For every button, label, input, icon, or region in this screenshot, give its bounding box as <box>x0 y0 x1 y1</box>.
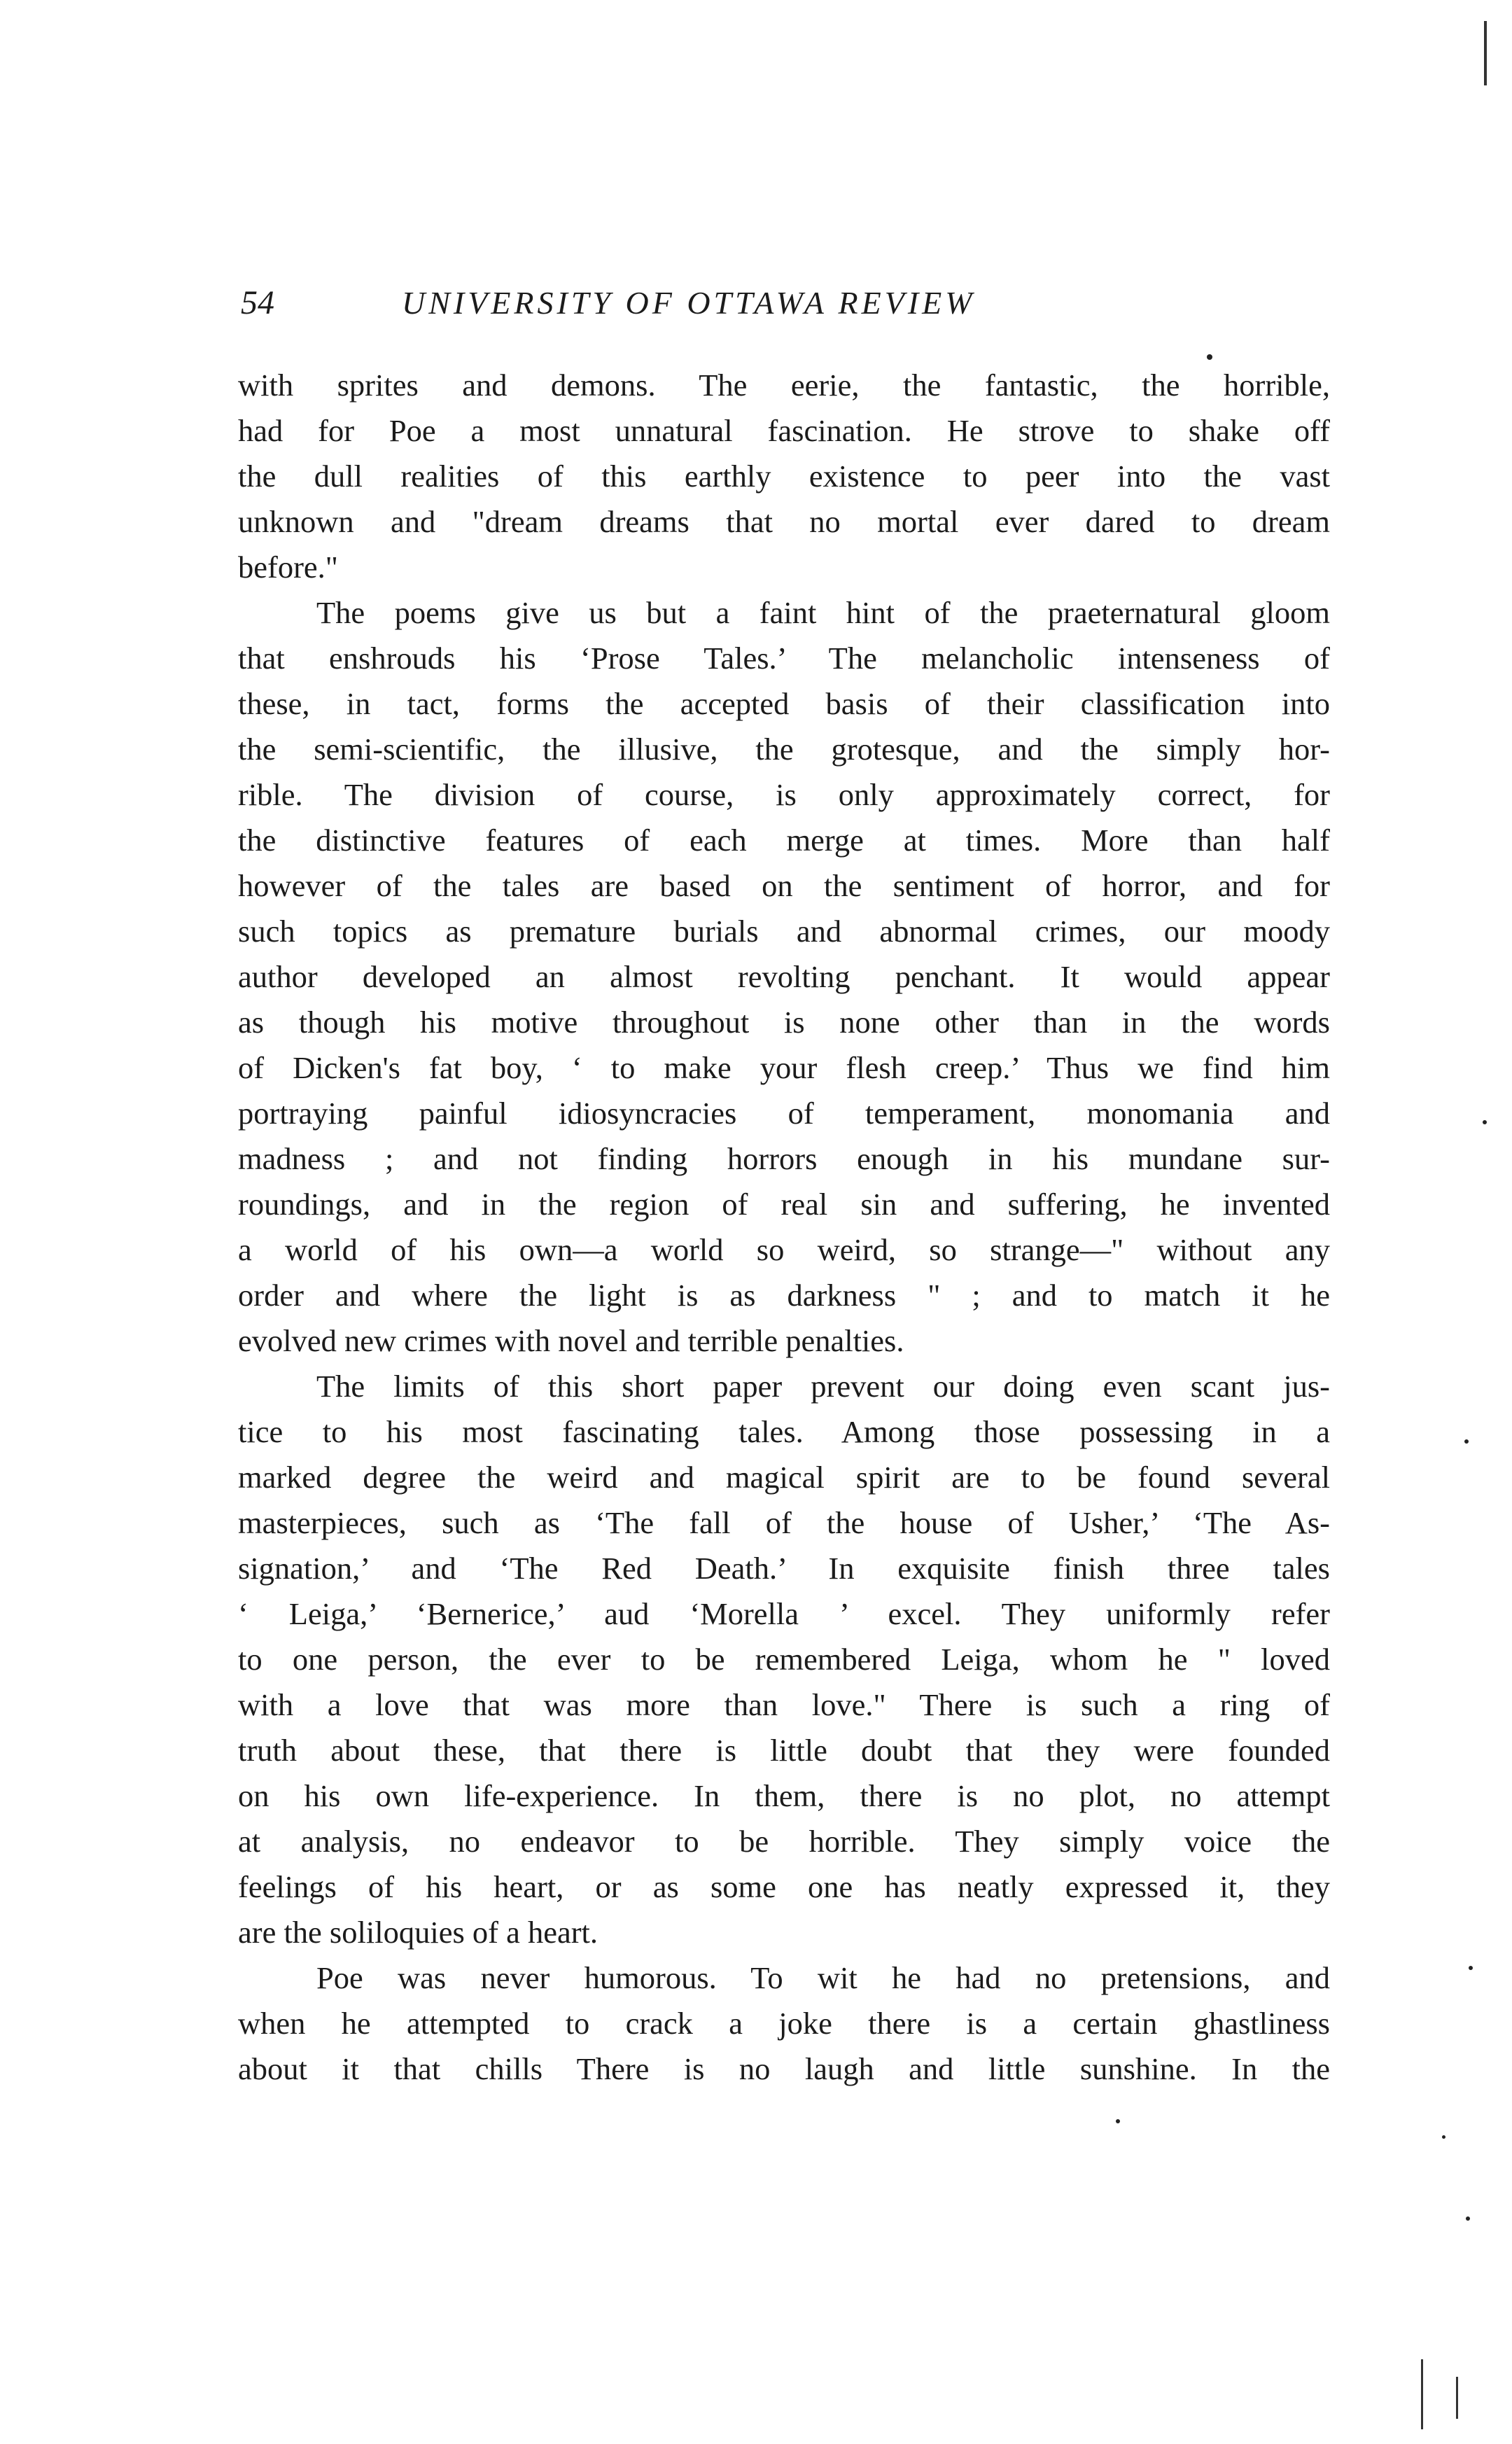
scan-speck <box>1483 1120 1487 1124</box>
text-line: evolved new crimes with novel and terrible penalties. <box>238 1323 904 1358</box>
text-line: with a love that was more than love." There is such a ring of <box>238 1687 1330 1722</box>
text-line: with sprites and demons. The eerie, the fantastic, the horrible, <box>238 368 1330 403</box>
scan-edge-mark <box>1484 21 1487 85</box>
scan-speck <box>1116 2119 1120 2123</box>
text-line: as though his motive throughout is none other than in the words <box>238 1005 1330 1040</box>
scan-speck <box>1464 1439 1469 1444</box>
text-line: madness ; and not finding horrors enough in his mundane sur- <box>238 1141 1330 1176</box>
article-body <box>238 363 1330 2092</box>
text-line: author developed an almost revolting penchant. It would appear <box>238 959 1330 994</box>
text-line: to one person, the ever to be remembered Leiga, whom he " loved <box>238 1642 1330 1677</box>
text-line: the dull realities of this earthly existence to peer into the vast <box>238 459 1330 494</box>
text-line: marked degree the weird and magical spirit are to be found several <box>238 1460 1330 1495</box>
text-line: rible. The division of course, is only approximately correct, for <box>238 777 1330 812</box>
text-line: signation,’ and ‘The Red Death.’ In exquisite finish three tales <box>238 1551 1330 1586</box>
text-line: roundings, and in the region of real sin and suffering, he invented <box>238 1187 1330 1222</box>
text-line: the distinctive features of each merge at times. More than half <box>238 823 1330 858</box>
text-line: had for Poe a most unnatural fascination. He strove to shake off <box>238 413 1330 448</box>
paragraph <box>238 1955 1330 2092</box>
text-line: a world of his own—a world so weird, so strange—" without any <box>238 1232 1330 1267</box>
paragraph <box>238 1364 1330 1955</box>
text-line: these, in tact, forms the accepted basis of their classification into <box>238 686 1330 721</box>
text-line: The limits of this short paper prevent our doing even scant jus- <box>316 1369 1330 1404</box>
text-line: however of the tales are based on the sentiment of horror, and for <box>238 868 1330 903</box>
paragraph <box>238 363 1330 590</box>
scan-speck <box>1469 1966 1473 1970</box>
paragraph <box>238 590 1330 1364</box>
text-line: ‘ Leiga,’ ‘Bernerice,’ aud ‘Morella ’ excel. They uniformly refer <box>238 1596 1330 1631</box>
scan-speck <box>1442 2135 1446 2139</box>
text-line: Poe was never humorous. To wit he had no pretensions, and <box>316 1960 1330 1995</box>
text-line: masterpieces, such as ‘The fall of the house of Usher,’ ‘The As- <box>238 1505 1330 1540</box>
text-line: before." <box>238 550 338 585</box>
text-line: unknown and "dream dreams that no mortal ever dared to dream <box>238 504 1330 539</box>
text-line: truth about these, that there is little doubt that they were founded <box>238 1733 1330 1768</box>
running-title: UNIVERSITY OF OTTAWA REVIEW <box>402 285 976 321</box>
text-line: on his own life-experience. In them, there is no plot, no attempt <box>238 1778 1330 1813</box>
text-line: of Dicken's fat boy, ‘ to make your flesh creep.’ Thus we find him <box>238 1050 1330 1085</box>
text-line: order and where the light is as darkness " ; and to match it he <box>238 1278 1330 1313</box>
text-line: such topics as premature burials and abnormal crimes, our moody <box>238 914 1330 949</box>
text-line: that enshrouds his ‘Prose Tales.’ The melancholic intenseness of <box>238 641 1330 676</box>
text-line: The poems give us but a faint hint of the praeternatural gloom <box>316 595 1330 630</box>
text-line: when he attempted to crack a joke there is a certain ghastliness <box>238 2006 1330 2041</box>
text-line: tice to his most fascinating tales. Among those possessing in a <box>238 1414 1330 1449</box>
page-header <box>241 279 1330 328</box>
text-line: the semi-scientific, the illusive, the grotesque, and the simply hor- <box>238 732 1330 767</box>
text-line: about it that chills There is no laugh and little sunshine. In the <box>238 2051 1330 2086</box>
scan-speck <box>1207 354 1212 360</box>
text-line: portraying painful idiosyncracies of temperament, monomania and <box>238 1096 1330 1131</box>
page-number: 54 <box>241 284 274 321</box>
scan-speck <box>1466 2216 1470 2221</box>
scan-edge-mark <box>1421 2359 1423 2429</box>
text-line: at analysis, no endeavor to be horrible. They simply voice the <box>238 1824 1330 1859</box>
text-line: are the soliloquies of a heart. <box>238 1915 598 1950</box>
text-line: feelings of his heart, or as some one has neatly expressed it, they <box>238 1869 1330 1904</box>
scan-edge-mark <box>1456 2377 1458 2419</box>
